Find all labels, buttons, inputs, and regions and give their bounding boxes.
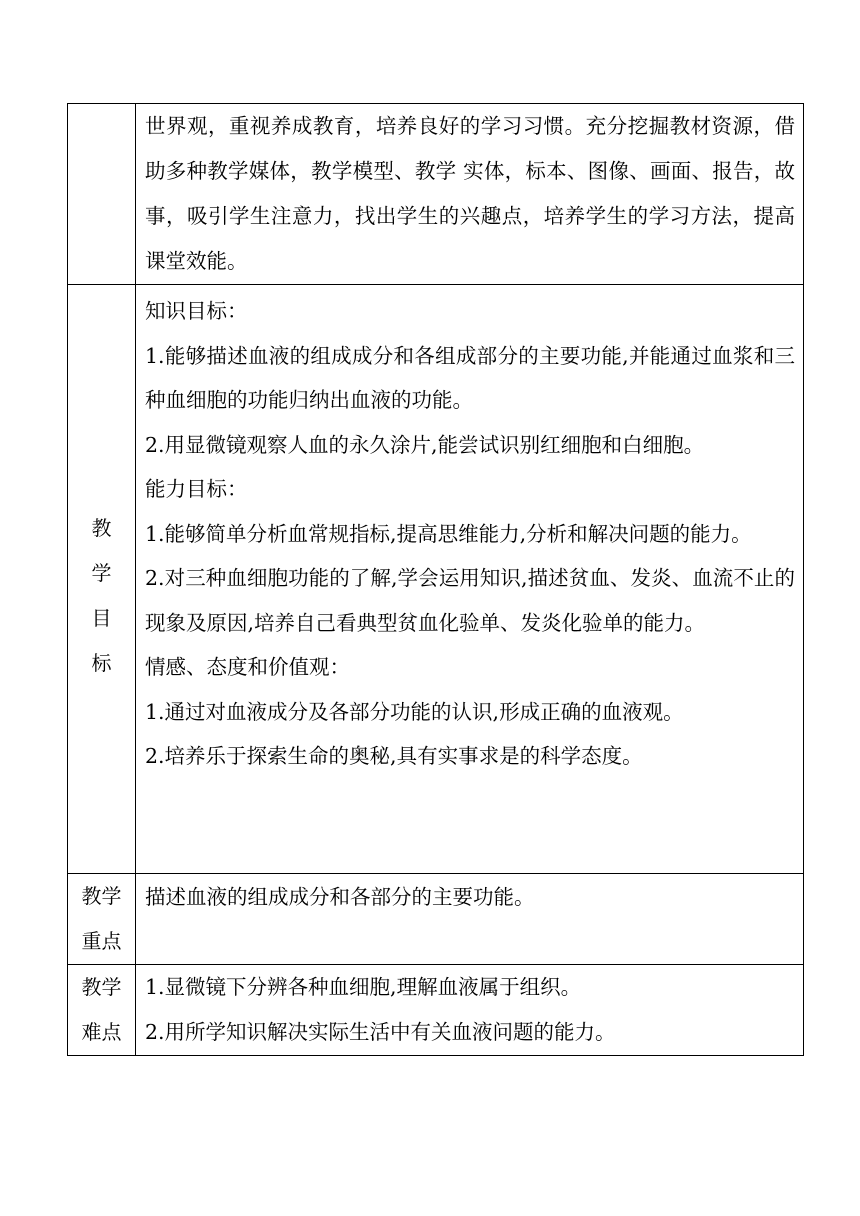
key-points-label-line-1: 教学: [81, 884, 122, 908]
teaching-method-row: [68, 104, 804, 285]
teaching-objectives-cell: [136, 285, 804, 874]
difficulties-cell: [136, 965, 804, 1056]
emotion-item-2: 2.培养乐于探索生命的奥秘,具有实事求是的科学态度。: [145, 744, 643, 768]
key-points-label-line-2: 重点: [81, 929, 122, 953]
key-points-text: 描述血液的组成成分和各部分的主要功能。: [145, 885, 535, 909]
difficulties-label-line-2: 难点: [81, 1020, 122, 1044]
key-points-cell: [136, 874, 804, 965]
row-label-empty: [68, 104, 136, 285]
knowledge-item-1: 1.能够描述血液的组成成分和各组成部分的主要功能,并能通过血浆和三种血细胞的功能归纳出血液的功能。: [145, 343, 795, 412]
ability-item-1: 1.能够简单分析血常规指标,提高思维能力,分析和解决问题的能力。: [145, 521, 752, 546]
emotion-heading: 情感、态度和价值观：: [145, 655, 350, 679]
teaching-method-cell: [136, 104, 804, 285]
difficulties-row: [68, 965, 804, 1056]
teaching-objectives-row: [68, 285, 804, 874]
difficulty-item-1: 1.显微镜下分辨各种血细胞,理解血液属于组织。: [145, 975, 582, 999]
ability-heading: 能力目标：: [145, 477, 248, 501]
label-char-3: 目: [91, 606, 112, 630]
difficulties-label-line-1: 教学: [81, 975, 122, 999]
difficulty-item-2: 2.用所学知识解决实际生活中有关血液问题的能力。: [145, 1020, 616, 1044]
difficulties-label: [68, 965, 136, 1056]
knowledge-heading: 知识目标：: [145, 299, 248, 323]
label-char-2: 学: [91, 561, 112, 585]
lesson-plan-table: [67, 103, 804, 1056]
emotion-item-1: 1.通过对血液成分及各部分功能的认识,形成正确的血液观。: [145, 699, 684, 724]
label-char-1: 教: [91, 516, 112, 540]
teaching-method-text: 世界观，重视养成教育，培养良好的学习习惯。充分挖掘教材资源，借助多种教学媒体，教学模型、教学 实体，标本、图像、画面、报告，故事，吸引学生注意力，找出学生的兴趣点，培养学生的学习方法，提高课堂效能。: [145, 114, 795, 273]
knowledge-item-2: 2.用显微镜观察人血的永久涂片,能尝试识别红细胞和白细胞。: [145, 432, 705, 457]
label-char-4: 标: [91, 651, 112, 675]
key-points-row: [68, 874, 804, 965]
ability-item-2: 2.对三种血细胞功能的了解,学会运用知识,描述贫血、发炎、血流不止的现象及原因,培养自己看典型贫血化验单、发炎化验单的能力。: [145, 566, 795, 635]
key-points-label: [68, 874, 136, 965]
teaching-objectives-label: [68, 285, 136, 874]
